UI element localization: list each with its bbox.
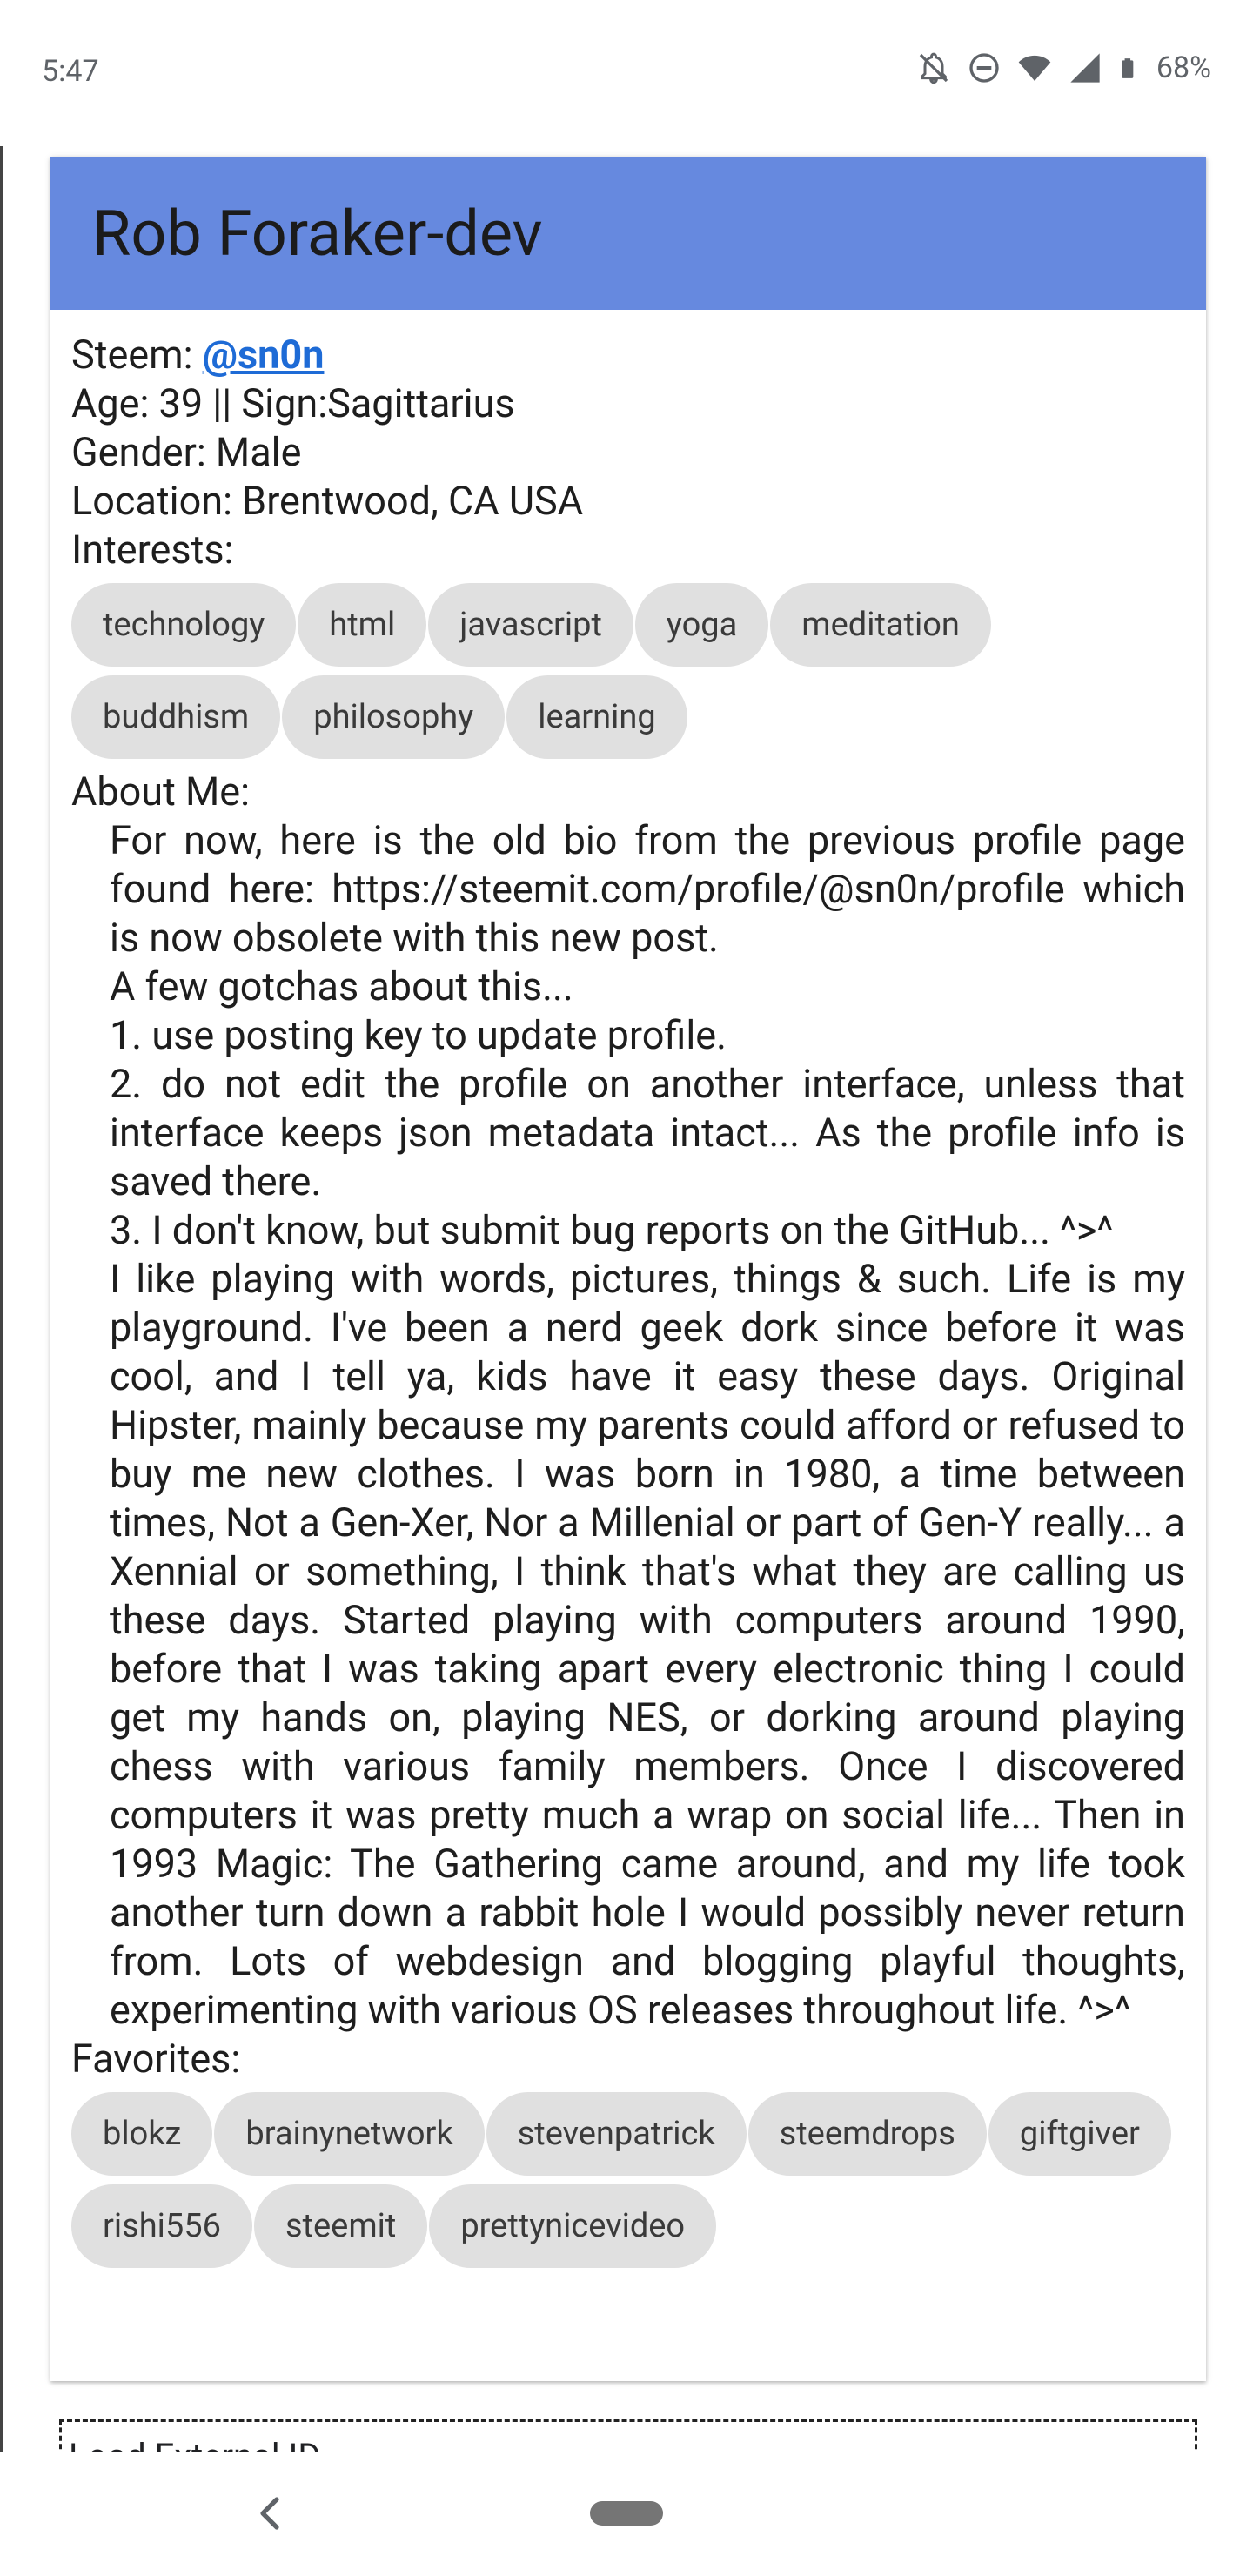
interests-chips <box>71 583 1185 768</box>
profile-card <box>50 157 1206 2381</box>
notifications-off-icon <box>916 50 951 85</box>
interest-chip[interactable]: yoga <box>635 583 768 667</box>
favorites-label: Favorites: <box>71 2036 241 2082</box>
favorite-chip[interactable]: steemit <box>254 2184 427 2268</box>
about-paragraph: 2. do not edit the profile on another interface, unless that interface keeps json metadata intact... As the profile info is saved there. <box>110 1061 1185 1204</box>
status-icons <box>916 50 1211 85</box>
about-label: About Me: <box>71 768 251 815</box>
interest-chip[interactable]: learning <box>506 675 687 759</box>
steem-label: Steem: <box>71 332 203 378</box>
profile-card-header <box>50 157 1206 310</box>
steem-line <box>71 331 1185 379</box>
about-paragraph: I like playing with words, pictures, things & such. Life is my playground. I've been a nerd geek dork since before it was cool, and I tell ya, kids have it easy these days. Original Hipster, mainly because my parents could afford or refused to buy me new clothes. I was born in 1980, a time between times, Not a Gen-Xer, Nor a Millenial or part of Gen-Y really... a Xennial or something, I think that's what they are calling us these days. Started playing with computers around 1990, before that I was taking apart every electronic thing I could get my hands on, playing NES, or dorking around playing chess with various family members. Once I discovered computers it was pretty much a wrap on social life... Then in 1993 Magic: The Gathering came around, and my life took another turn down a rabbit hole I would possibly never return from. Lots of webdesign and blogging playful thoughts, experimenting with various OS releases throughout life. ^>^ <box>110 1256 1185 2033</box>
cell-signal-icon <box>1068 50 1102 85</box>
left-border-rule <box>0 146 3 2452</box>
age-sign: Age: 39 || Sign:Sagittarius <box>71 380 515 426</box>
about-paragraph: A few gotchas about this... <box>110 963 573 1010</box>
interests-label: Interests: <box>71 527 234 573</box>
back-icon[interactable] <box>252 2491 287 2536</box>
battery-percent: 68% <box>1156 50 1211 85</box>
do-not-disturb-icon <box>967 50 1002 85</box>
favorite-chip[interactable]: giftgiver <box>988 2092 1171 2176</box>
interest-chip[interactable]: javascript <box>428 583 633 667</box>
wifi-icon <box>1017 50 1052 85</box>
favorite-chip[interactable]: blokz <box>71 2092 212 2176</box>
favorites-chips <box>71 2092 1185 2277</box>
interest-chip[interactable]: buddhism <box>71 675 280 759</box>
favorite-chip[interactable]: steemdrops <box>748 2092 987 2176</box>
about-paragraph: For now, here is the old bio from the previous profile page found here: https://steemit.com/profile/@sn0n/profile which is now obsolete with this new post. <box>110 817 1185 961</box>
navigation-bar <box>0 2452 1253 2576</box>
about-text <box>110 816 1185 2035</box>
interest-chip[interactable]: philosophy <box>282 675 505 759</box>
interest-chip[interactable]: technology <box>71 583 296 667</box>
status-bar <box>0 0 1253 146</box>
favorite-chip[interactable]: prettynicevideo <box>429 2184 716 2268</box>
home-pill-button[interactable] <box>590 2501 663 2526</box>
status-time: 5:47 <box>42 54 99 89</box>
favorite-chip[interactable]: brainynetwork <box>214 2092 484 2176</box>
battery-icon <box>1118 50 1141 85</box>
profile-title: Rob Foraker-dev <box>92 196 543 271</box>
about-paragraph: 3. I don't know, but submit bug reports on the GitHub... ^>^ <box>110 1207 1114 1253</box>
about-paragraph: 1. use posting key to update profile. <box>110 1012 727 1058</box>
profile-card-body <box>50 310 1206 2277</box>
page-content <box>0 146 1253 2452</box>
location: Location: Brentwood, CA USA <box>71 478 584 524</box>
favorite-chip[interactable]: stevenpatrick <box>486 2092 747 2176</box>
favorite-chip[interactable]: rishi556 <box>71 2184 252 2268</box>
interest-chip[interactable]: meditation <box>770 583 991 667</box>
interest-chip[interactable]: html <box>298 583 426 667</box>
steem-handle-link[interactable]: @sn0n <box>202 332 325 378</box>
gender: Gender: Male <box>71 429 302 475</box>
